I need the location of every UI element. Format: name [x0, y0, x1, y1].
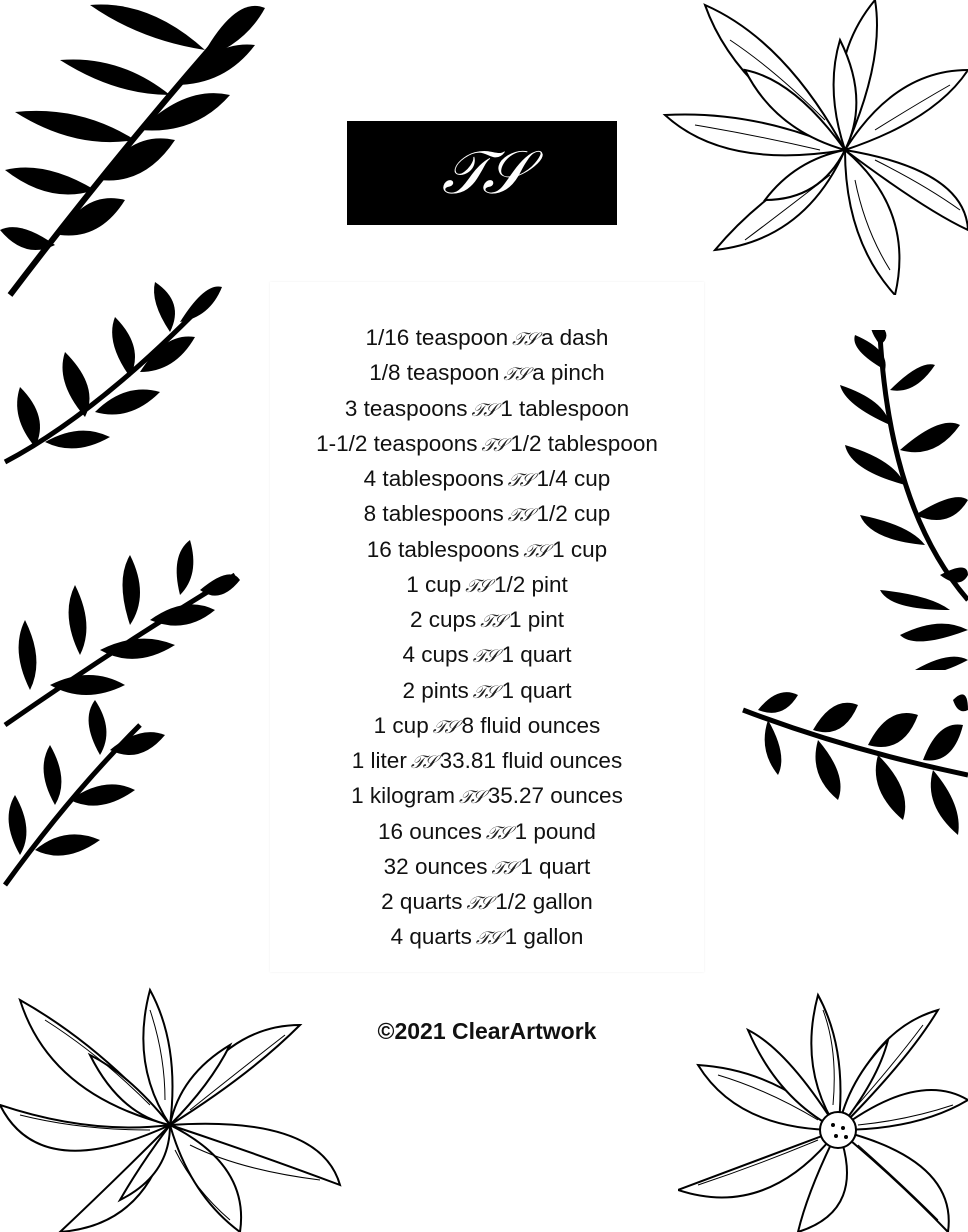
separator-monogram: 𝒯𝒮	[507, 470, 532, 491]
conversion-row	[270, 391, 704, 426]
conversion-from: 1 liter	[351, 748, 407, 773]
leaf-branch-lower-left	[0, 535, 240, 895]
conversion-to: 1 quart	[520, 853, 591, 879]
separator-monogram: 𝒯𝒮	[512, 329, 536, 350]
conversion-row	[270, 532, 704, 567]
conversion-from: 3 teaspoons	[344, 395, 468, 421]
conversion-row	[270, 673, 704, 708]
title-monogram: 𝒯𝒮	[441, 138, 523, 208]
title-box	[347, 121, 617, 225]
conversion-from: 4 quarts	[390, 924, 472, 950]
conversion-from: 4 cups	[402, 642, 469, 668]
separator-monogram: 𝒯𝒮	[410, 752, 435, 773]
separator-monogram: 𝒯𝒮	[458, 787, 483, 809]
conversion-row	[270, 849, 704, 884]
conversion-from: 2 cups	[409, 607, 477, 632]
separator-monogram: 𝒯𝒮	[503, 364, 528, 386]
separator-monogram: 𝒯𝒮	[472, 646, 497, 668]
leaf-branch-top-left	[0, 0, 270, 300]
copyright-text: ©2021 ClearArtwork	[377, 1018, 597, 1044]
conversion-from: 1 cup	[406, 571, 462, 597]
separator-monogram: 𝒯𝒮	[480, 611, 504, 632]
conversion-to: 1/2 tablespoon	[510, 430, 658, 456]
conversion-row	[270, 602, 704, 637]
conversion-to: 1 pint	[508, 607, 565, 632]
conversion-to: 1 gallon	[504, 924, 584, 950]
conversion-to: 1/4 cup	[536, 466, 611, 491]
leaf-branch-lower-right	[738, 680, 968, 850]
conversion-to: 1 quart	[501, 642, 572, 668]
conversion-from: 16 ounces	[378, 818, 482, 844]
conversion-row	[270, 496, 704, 531]
conversion-to: 1 tablespoon	[500, 395, 630, 421]
conversion-list	[270, 320, 704, 955]
conversion-to: 1/2 gallon	[495, 889, 593, 914]
separator-monogram: 𝒯𝒮	[481, 434, 506, 456]
conversion-row	[270, 919, 704, 954]
conversion-from: 32 ounces	[383, 853, 488, 879]
conversion-to: 1/2 cup	[536, 501, 611, 527]
flower-top-right	[645, 0, 968, 295]
conversion-row	[270, 567, 704, 602]
leaf-branch-mid-right	[820, 330, 968, 670]
conversion-to: 8 fluid ounces	[461, 712, 601, 738]
conversion-from: 16 tablespoons	[366, 536, 520, 562]
separator-monogram: 𝒯𝒮	[466, 893, 491, 914]
conversion-row	[270, 708, 704, 743]
conversion-to: 33.81 fluid ounces	[439, 748, 623, 773]
conversion-row	[270, 778, 704, 813]
conversion-row	[270, 426, 704, 461]
conversion-from: 1 cup	[373, 712, 429, 738]
conversion-to: 1 cup	[552, 536, 608, 562]
conversion-from: 2 pints	[402, 677, 469, 703]
conversion-to: 35.27 ounces	[487, 783, 623, 809]
conversion-to: 1/2 pint	[493, 571, 568, 597]
conversion-row	[270, 637, 704, 672]
separator-monogram: 𝒯𝒮	[465, 575, 489, 597]
separator-monogram: 𝒯𝒮	[523, 540, 548, 562]
separator-monogram: 𝒯𝒮	[471, 399, 496, 421]
conversion-from: 2 quarts	[381, 889, 463, 914]
conversion-to: a dash	[540, 325, 609, 350]
conversion-from: 4 tablespoons	[363, 466, 504, 491]
conversion-row	[270, 814, 704, 849]
flower-bottom-right	[678, 990, 968, 1232]
conversion-to: a pinch	[532, 360, 605, 386]
conversion-from: 1/16 teaspoon	[365, 325, 509, 350]
conversion-row	[270, 320, 704, 355]
separator-monogram: 𝒯𝒮	[485, 822, 510, 844]
separator-monogram: 𝒯𝒮	[491, 857, 516, 879]
conversion-from: 1-1/2 teaspoons	[316, 430, 478, 456]
conversion-from: 1/8 teaspoon	[369, 360, 500, 386]
separator-monogram: 𝒯𝒮	[432, 716, 457, 738]
separator-monogram: 𝒯𝒮	[507, 505, 532, 527]
separator-monogram: 𝒯𝒮	[472, 681, 497, 703]
conversion-row	[270, 355, 704, 390]
conversion-to: 1 pound	[514, 818, 596, 844]
conversion-row	[270, 884, 704, 919]
separator-monogram: 𝒯𝒮	[475, 928, 500, 950]
conversion-from: 1 kilogram	[351, 783, 455, 809]
conversion-row	[270, 461, 704, 496]
conversion-row	[270, 743, 704, 778]
conversion-from: 8 tablespoons	[363, 501, 504, 527]
leaf-branch-mid-left	[0, 282, 230, 472]
conversion-to: 1 quart	[501, 677, 572, 703]
